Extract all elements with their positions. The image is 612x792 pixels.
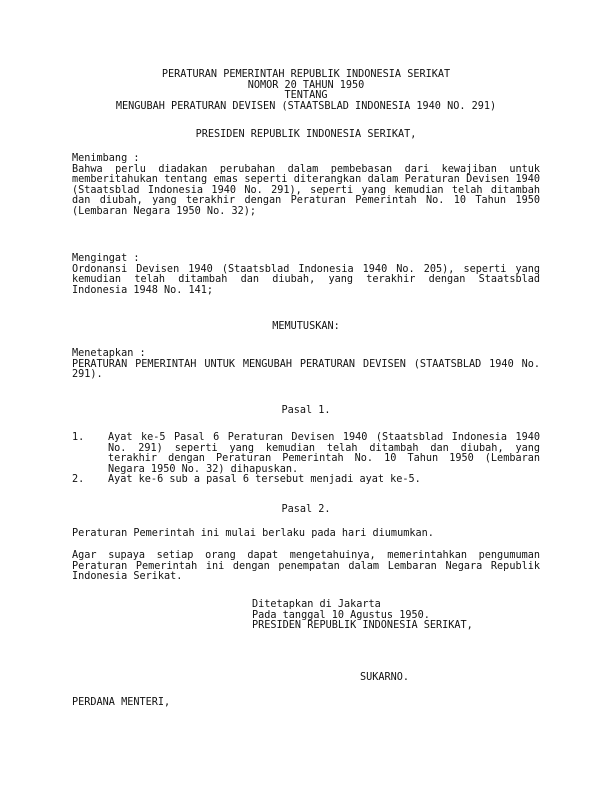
signature-block	[252, 600, 473, 632]
pasal2-title: Pasal 2.	[281, 504, 331, 515]
pasal2-text: Peraturan Pemerintah ini mulai berlaku pada hari diumumkan.	[72, 528, 434, 539]
menimbang-text: Bahwa perlu diadakan perubahan dalam pembebasan dari kewajiban untuk memberitahukan tentang emas seperti diterangkan dalam Peraturan Devisen 1940 (Staatsblad Indonesia 1940 No. 291), seperti yang kemudian telah ditambah dan diubah, yang terakhir dengan Peraturan Pemerintah No. 10 Tahun 1950 (Lembaran Negara 1950 No. 32);	[72, 163, 540, 217]
mengingat-section	[72, 254, 540, 296]
menetapkan-text: PERATURAN PEMERINTAH UNTUK MENGUBAH PERATURAN DEVISEN (STAATSBLAD 1940 No. 291).	[72, 358, 540, 380]
item-number: 1.	[72, 432, 85, 443]
menimbang-section	[72, 154, 540, 217]
item-number: 2.	[72, 474, 85, 485]
item-text: Ayat ke-6 sub a pasal 6 tersebut menjadi ayat ke-5.	[108, 474, 421, 485]
header-title: PERATURAN PEMERINTAH REPUBLIK INDONESIA SERIKAT	[161, 69, 451, 80]
mengingat-text: Ordonansi Devisen 1940 (Staatsblad Indonesia 1940 No. 205), seperti yang kemudian telah ditambah dan diubah, yang terakhir dengan Staatsblad Indonesia 1948 No. 141;	[72, 263, 540, 296]
header-tentang: TENTANG	[284, 90, 328, 101]
menetapkan-label: Menetapkan :	[72, 348, 146, 359]
pasal1-list	[72, 433, 540, 486]
signature-name: SUKARNO.	[360, 672, 410, 683]
footer-perdana-menteri: PERDANA MENTERI,	[72, 697, 171, 708]
pasal1-title: Pasal 1.	[281, 405, 331, 416]
header-number: NOMOR 20 TAHUN 1950	[247, 79, 365, 91]
menimbang-label: Menimbang :	[72, 153, 140, 164]
signature-date: Pada tanggal 10 Agustus 1950.	[252, 609, 430, 621]
menetapkan-section	[72, 349, 540, 381]
list-item	[72, 433, 540, 475]
closing-paragraph: Agar supaya setiap orang dapat mengetahuinya, memerintahkan pengumuman Peraturan Pemerintah ini dengan penempatan dalam Lembaran Negara Republik Indonesia Serikat.	[72, 550, 540, 582]
item-text: Ayat ke-5 Pasal 6 Peraturan Devisen 1940 (Staatsblad Indonesia 1940 No. 291) seperti yang kemudian telah ditambah dan diubah, yang terakhir dengan Peraturan Pemerintah No. 10 Tahun 1950 (Lembaran Negara 1950 No. 32) dihapuskan.	[108, 432, 540, 475]
memutuskan-heading: MEMUTUSKAN:	[272, 321, 340, 332]
document-header	[72, 70, 540, 112]
president-heading: PRESIDEN REPUBLIK INDONESIA SERIKAT,	[195, 129, 417, 140]
header-subject: MENGUBAH PERATURAN DEVISEN (STAATSBLAD INDONESIA 1940 NO. 291)	[115, 100, 497, 112]
mengingat-label: Mengingat :	[72, 253, 140, 264]
signature-place: Ditetapkan di Jakarta	[252, 599, 381, 610]
signature-title: PRESIDEN REPUBLIK INDONESIA SERIKAT,	[252, 620, 473, 631]
list-item	[72, 475, 540, 486]
